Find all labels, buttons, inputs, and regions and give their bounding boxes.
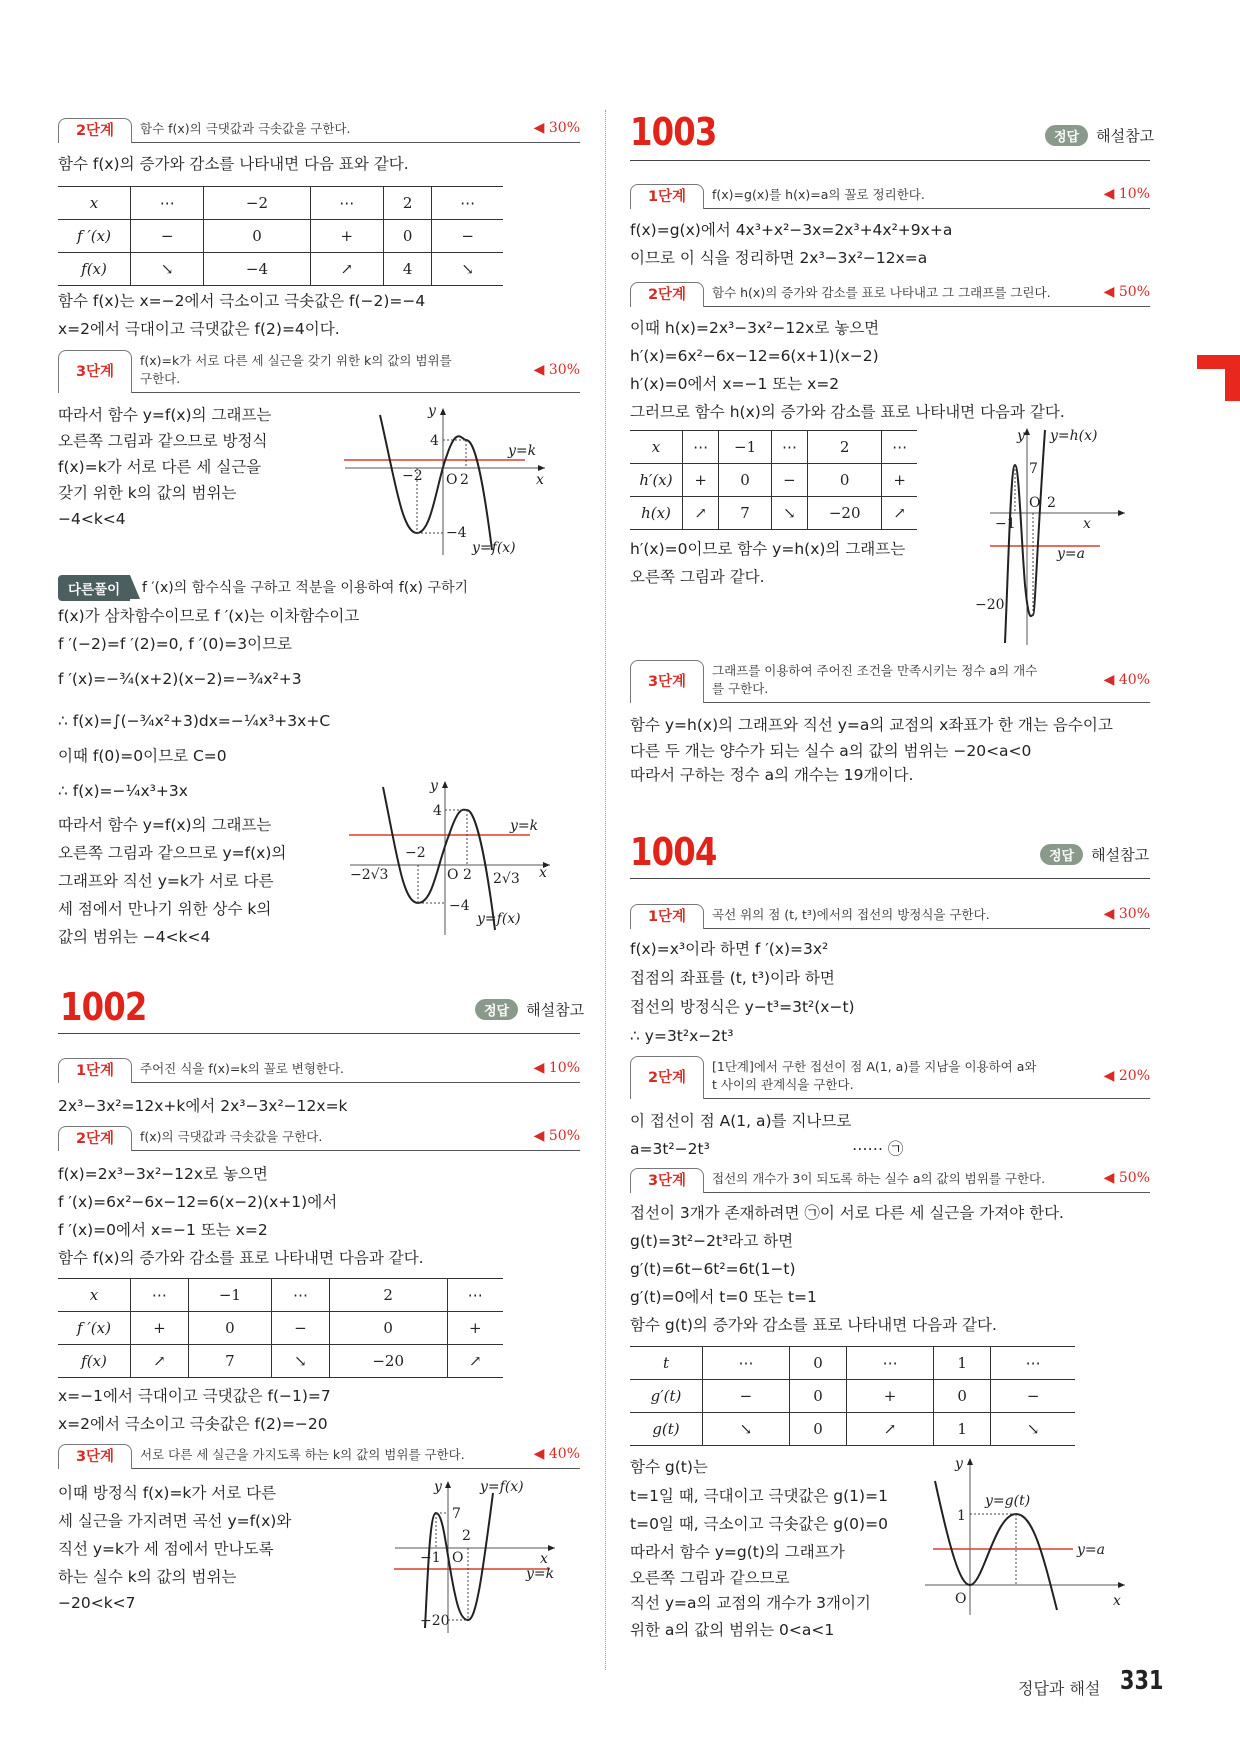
answer-reference (1045, 125, 1154, 146)
step-badge: 3단계 (630, 660, 704, 703)
answer-reference (475, 999, 584, 1020)
step-header-2 (58, 1124, 580, 1151)
svg-text:O: O (446, 472, 458, 488)
step-percent: ◀ 30% (533, 120, 580, 136)
step-description: 함수 f(x)의 극댓값과 극솟값을 구한다. (140, 121, 351, 136)
text-line: a=3t²−2t³ (630, 1140, 710, 1158)
svg-text:−2: −2 (402, 468, 423, 484)
text-line: ∴ f(x)=−¼x³+3x (58, 782, 188, 800)
step-description: 서로 다른 세 실근을 가지도록 하는 k의 값의 범위를 구한다. (140, 1447, 465, 1462)
svg-text:−1: −1 (420, 1550, 441, 1566)
problem-number: 1004 (630, 830, 717, 874)
text-line: 따라서 구하는 정수 a의 개수는 19개이다. (630, 766, 914, 784)
step-description: 곡선 위의 점 (t, t³)에서의 접선의 방정식을 구한다. (712, 907, 990, 922)
step-description: 함수 h(x)의 증가와 감소를 표로 나타내고 그 그래프를 그린다. (712, 285, 1051, 300)
text-line: h′(x)=6x²−6x−12=6(x+1)(x−2) (630, 347, 879, 365)
step-header-3 (58, 1442, 580, 1469)
svg-text:4: 4 (430, 433, 439, 449)
answer-text: 해설참고 (1091, 846, 1150, 864)
text-line: 오른쪽 그림과 같으므로 y=f(x)의 (58, 844, 287, 862)
step-percent: ◀ 50% (533, 1128, 580, 1144)
svg-text:y=k: y=k (510, 818, 539, 834)
svg-text:y=k: y=k (508, 443, 537, 459)
step-description: f(x)=g(x)를 h(x)=a의 꼴로 정리한다. (712, 187, 925, 202)
page-number: 331 (1120, 1666, 1164, 1696)
text-line: t=0일 때, 극소이고 극솟값은 g(0)=0 (630, 1515, 888, 1533)
text-line: f(x)가 삼차함수이므로 f ′(x)는 이차함수이고 (58, 607, 360, 625)
text-line: 2x³−3x²=12x+k에서 2x³−3x²−12x=k (58, 1097, 348, 1115)
step-percent: ◀ 10% (1103, 186, 1150, 202)
step-percent: ◀ 50% (1103, 1170, 1150, 1186)
svg-text:y: y (428, 403, 436, 419)
text-line: 이 접선이 점 A(1, a)를 지나므로 (630, 1112, 852, 1130)
text-line: 갖기 위한 k의 값의 범위는 (58, 484, 237, 502)
text-line: 따라서 함수 y=g(t)의 그래프가 (630, 1543, 845, 1561)
text-line: 함수 f(x)의 증가와 감소를 표로 나타내면 다음과 같다. (58, 1249, 424, 1267)
svg-text:−4: −4 (449, 898, 470, 914)
step-description: f(x)의 극댓값과 극솟값을 구한다. (140, 1129, 323, 1144)
cubic-graph-1003 (975, 425, 1155, 650)
text-line: x=2에서 극소이고 극솟값은 f(2)=−20 (58, 1415, 328, 1433)
svg-text:y: y (430, 778, 438, 794)
svg-text:−4: −4 (446, 525, 467, 541)
step-percent: ◀ 30% (1103, 906, 1150, 922)
svg-text:7: 7 (1029, 461, 1038, 477)
step-badge: 2단계 (630, 282, 704, 307)
problem-number: 1002 (60, 985, 147, 1029)
step-percent: ◀ 10% (533, 1060, 580, 1076)
text-line: 이므로 이 식을 정리하면 2x³−3x²−12x=a (630, 249, 928, 267)
text-line: f(x)=g(x)에서 4x³+x²−3x=2x³+4x²+9x+a (630, 221, 953, 239)
step-badge: 1단계 (630, 904, 704, 929)
column-divider (605, 110, 606, 1670)
text-line: t=1일 때, 극대이고 극댓값은 g(1)=1 (630, 1487, 888, 1505)
svg-text:1: 1 (957, 1508, 966, 1524)
svg-text:2√3: 2√3 (493, 871, 520, 887)
text-line: ∴ y=3t²x−2t³ (630, 1027, 734, 1045)
text-line: 함수 f(x)는 x=−2에서 극소이고 극솟값은 f(−2)=−4 (58, 292, 426, 310)
step-percent: ◀ 40% (533, 1446, 580, 1462)
svg-text:2: 2 (1047, 495, 1056, 511)
svg-text:y: y (955, 1456, 963, 1472)
svg-text:O: O (447, 867, 459, 883)
problem-rule (630, 160, 1150, 161)
cubic-graph-1002 (390, 1478, 570, 1638)
increase-decrease-table: x ⋯ −2 ⋯ 2 ⋯ f ′(x) − 0 + 0 − f(x) ↘ −4 ↗ 4 ↘ (58, 186, 503, 286)
svg-text:O: O (1029, 495, 1041, 511)
svg-text:−20: −20 (420, 1613, 450, 1629)
step-header-1 (630, 902, 1150, 929)
text-line: 그러므로 함수 h(x)의 증가와 감소를 표로 나타내면 다음과 같다. (630, 403, 1065, 421)
chapter-side-tab-notch (1197, 369, 1225, 401)
step-header-1 (58, 1056, 580, 1083)
increase-decrease-table: x ⋯ −1 ⋯ 2 ⋯ f ′(x) + 0 − 0 + f(x) ↗ 7 ↘ −20 ↗ (58, 1278, 503, 1378)
svg-text:x: x (540, 1551, 548, 1567)
svg-text:x: x (536, 472, 544, 488)
svg-text:O: O (955, 1591, 967, 1607)
step-header-2 (630, 1054, 1150, 1099)
text-line: x=−1에서 극대이고 극댓값은 f(−1)=7 (58, 1387, 331, 1405)
text-line: g′(t)=6t−6t²=6t(1−t) (630, 1260, 796, 1278)
text-line: 이때 f(0)=0이므로 C=0 (58, 747, 227, 765)
text-line: 접선이 3개가 존재하려면 ㉠이 서로 다른 세 실근을 가져야 한다. (630, 1204, 1064, 1222)
step-header-3 (630, 658, 1150, 703)
step-badge: 3단계 (58, 350, 132, 393)
svg-text:−20: −20 (975, 597, 1005, 613)
text-line: ∴ f(x)=∫(−¾x²+3)dx=−¼x³+3x+C (58, 712, 331, 730)
text-line: 함수 f(x)의 증가와 감소를 나타내면 다음 표와 같다. (58, 155, 409, 173)
svg-text:7: 7 (452, 1506, 461, 1522)
text-line: g(t)=3t²−2t³라고 하면 (630, 1232, 794, 1250)
text-line: −20<k<7 (58, 1594, 136, 1612)
step-percent: ◀ 30% (533, 362, 580, 378)
increase-decrease-table: t ⋯ 0 ⋯ 1 ⋯ g′(t) − 0 + 0 − g(t) ↘ 0 ↗ 1 ↘ (630, 1346, 1075, 1446)
svg-text:y=f(x): y=f(x) (477, 911, 521, 927)
step-description: [1단계]에서 구한 접선이 점 A(1, a)를 지남을 이용하여 a와 t 사이의 관계식을 구한다. (712, 1059, 1037, 1092)
text-line: 이때 h(x)=2x³−3x²−12x로 놓으면 (630, 319, 880, 337)
step-header-2 (630, 280, 1150, 307)
svg-text:y=f(x): y=f(x) (480, 1479, 524, 1495)
text-line: 값의 범위는 −4<k<4 (58, 928, 211, 946)
alt-solution-title: f ′(x)의 함수식을 구하고 적분을 이용하여 f(x) 구하기 (142, 580, 469, 596)
text-line: 함수 y=h(x)의 그래프와 직선 y=a의 교점의 x좌표가 한 개는 음수이고 (630, 716, 1113, 734)
text-line: 세 점에서 만나기 위한 상수 k의 (58, 900, 272, 918)
step-percent: ◀ 50% (1103, 284, 1150, 300)
equation-marker: ⋯⋯ ㉠ (852, 1140, 904, 1158)
svg-text:x: x (1113, 1593, 1121, 1609)
text-line: 직선 y=a의 교점의 개수가 3개이기 (630, 1594, 871, 1612)
text-line: 오른쪽 그림과 같다. (630, 568, 765, 586)
step-badge: 2단계 (58, 118, 132, 143)
text-line: x=2에서 극대이고 극댓값은 f(2)=4이다. (58, 320, 340, 338)
text-line: 접점의 좌표를 (t, t³)이라 하면 (630, 969, 835, 987)
text-line: f ′(−2)=f ′(2)=0, f ′(0)=3이므로 (58, 635, 293, 653)
step-badge: 2단계 (58, 1126, 132, 1151)
text-line: 오른쪽 그림과 같으므로 (630, 1569, 790, 1587)
text-line: f(x)=2x³−3x²−12x로 놓으면 (58, 1165, 268, 1183)
step-description: f(x)=k가 서로 다른 세 실근을 갖기 위한 k의 값의 범위를 구한다. (140, 353, 452, 386)
step-description: 그래프를 이용하여 주어진 조건을 만족시키는 정수 a의 개수 를 구한다. (712, 663, 1038, 696)
text-line: g′(t)=0에서 t=0 또는 t=1 (630, 1288, 817, 1306)
svg-text:y=g(t): y=g(t) (985, 1493, 1031, 1509)
text-line: f(x)=x³이라 하면 f ′(x)=3x² (630, 940, 829, 958)
step-percent: ◀ 20% (1103, 1068, 1150, 1084)
cubic-graph-1 (340, 400, 550, 560)
step-badge: 3단계 (630, 1168, 704, 1193)
step-header-1 (630, 182, 1150, 209)
step-header-2 (58, 116, 580, 143)
cubic-graph-2 (345, 775, 555, 940)
answer-text: 해설참고 (526, 1001, 585, 1019)
step-badge: 1단계 (630, 184, 704, 209)
increase-decrease-table: x ⋯ −1 ⋯ 2 ⋯ h′(x) + 0 − 0 + h(x) ↗ 7 ↘ −20 ↗ (630, 430, 917, 530)
step-badge: 2단계 (630, 1056, 704, 1099)
text-line: −4<k<4 (58, 510, 126, 528)
problem-rule (630, 878, 1150, 879)
answer-pill: 정답 (1040, 844, 1083, 865)
alt-solution-badge: 다른풀이 (58, 575, 130, 601)
svg-text:y=f(x): y=f(x) (472, 540, 516, 556)
answer-pill: 정답 (1045, 125, 1088, 146)
step-header-3 (630, 1166, 1150, 1193)
svg-text:−2√3: −2√3 (350, 867, 389, 883)
text-line: h′(x)=0에서 x=−1 또는 x=2 (630, 375, 840, 393)
svg-text:y: y (434, 1479, 442, 1495)
text-line: h′(x)=0이므로 함수 y=h(x)의 그래프는 (630, 540, 906, 558)
text-line: f ′(x)=6x²−6x−12=6(x−2)(x+1)에서 (58, 1193, 338, 1211)
svg-text:2: 2 (460, 472, 469, 488)
step-badge: 3단계 (58, 1444, 132, 1469)
text-line: 따라서 함수 y=f(x)의 그래프는 (58, 406, 272, 424)
problem-number: 1003 (630, 110, 717, 154)
text-line: 하는 실수 k의 값의 범위는 (58, 1568, 237, 1586)
svg-text:−2: −2 (405, 845, 426, 861)
text-line: 따라서 함수 y=f(x)의 그래프는 (58, 816, 272, 834)
step-description: 접선의 개수가 3이 되도록 하는 실수 a의 값의 범위를 구한다. (712, 1171, 1046, 1186)
svg-text:y: y (1017, 428, 1025, 444)
step-description: 주어진 식을 f(x)=k의 꼴로 변형한다. (140, 1061, 345, 1076)
answer-reference (1040, 844, 1149, 865)
step-percent: ◀ 40% (1103, 672, 1150, 688)
step-badge: 1단계 (58, 1058, 132, 1083)
problem-rule (58, 1033, 580, 1034)
text-line: 그래프와 직선 y=k가 서로 다른 (58, 872, 274, 890)
text-line: 접선의 방정식은 y−t³=3t²(x−t) (630, 998, 855, 1016)
svg-text:y=a: y=a (1057, 546, 1085, 562)
answer-text: 해설참고 (1096, 127, 1155, 145)
text-line: 세 실근을 가지려면 곡선 y=f(x)와 (58, 1512, 292, 1530)
footer-label: 정답과 해설 (1018, 1679, 1101, 1698)
cubic-graph-1004 (905, 1455, 1135, 1630)
text-line: 직선 y=k가 세 점에서 만나도록 (58, 1540, 274, 1558)
text-line: f ′(x)=0에서 x=−1 또는 x=2 (58, 1221, 268, 1239)
text-line: 함수 g(t)의 증가와 감소를 표로 나타내면 다음과 같다. (630, 1316, 997, 1334)
step-header-3 (58, 348, 580, 393)
text-line: 함수 g(t)는 (630, 1458, 708, 1476)
svg-text:x: x (1083, 516, 1091, 532)
text-line: 위한 a의 값의 범위는 0<a<1 (630, 1621, 835, 1639)
svg-text:y=a: y=a (1077, 1542, 1105, 1558)
svg-text:x: x (539, 865, 547, 881)
svg-text:O: O (452, 1550, 464, 1566)
svg-text:2: 2 (462, 1528, 471, 1544)
text-line: f(x)=k가 서로 다른 세 실근을 (58, 458, 262, 476)
svg-text:4: 4 (433, 803, 442, 819)
svg-text:−1: −1 (995, 516, 1016, 532)
svg-text:y=h(x): y=h(x) (1050, 428, 1098, 444)
text-line: 이때 방정식 f(x)=k가 서로 다른 (58, 1484, 277, 1502)
answer-pill: 정답 (475, 999, 518, 1020)
text-line: 다른 두 개는 양수가 되는 실수 a의 값의 범위는 −20<a<0 (630, 742, 1032, 760)
text-line: f ′(x)=−¾(x+2)(x−2)=−¾x²+3 (58, 670, 302, 688)
text-line: 오른쪽 그림과 같으므로 방정식 (58, 432, 268, 450)
svg-text:2: 2 (463, 867, 472, 883)
svg-text:y=k: y=k (526, 1566, 555, 1582)
